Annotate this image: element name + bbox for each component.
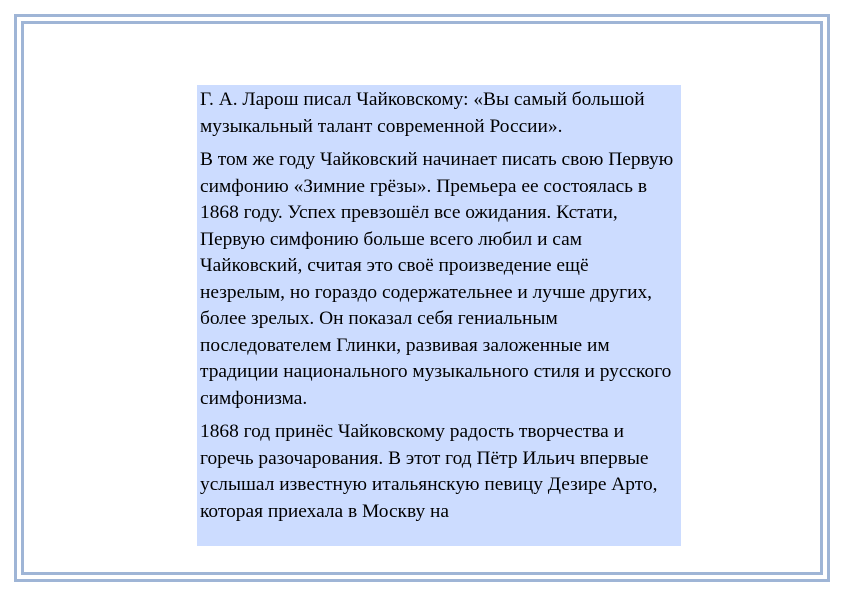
paragraph-1: Г. А. Ларош писал Чайковскому: «Вы самый большой музыкальный талант современной России». [200,89,645,137]
paragraph-2: В том же году Чайковский начинает писать свою Первую симфонию «Зимние грёзы». Премьера ее состоялась в 1868 году. Успех превзошёл все ожидания. Кстати, Первую симфонию больше всего любил и сам Чайковский, считая это своё произведение ещё незрелым, но гораздо содержательнее и лучше других, более зрелых. Он показал себя гениальным последователем Глинки, развивая заложенные им традиции национального музыкального стиля и русского симфонизма. [200,149,674,409]
text-box [197,85,681,546]
paragraph-3: 1868 год принёс Чайковскому радость творчества и горечь разочарования. В этот год Пётр Ильич впервые услышал известную итальянскую певицу Дезире Арто, которая приехала в Москву на [200,421,658,522]
